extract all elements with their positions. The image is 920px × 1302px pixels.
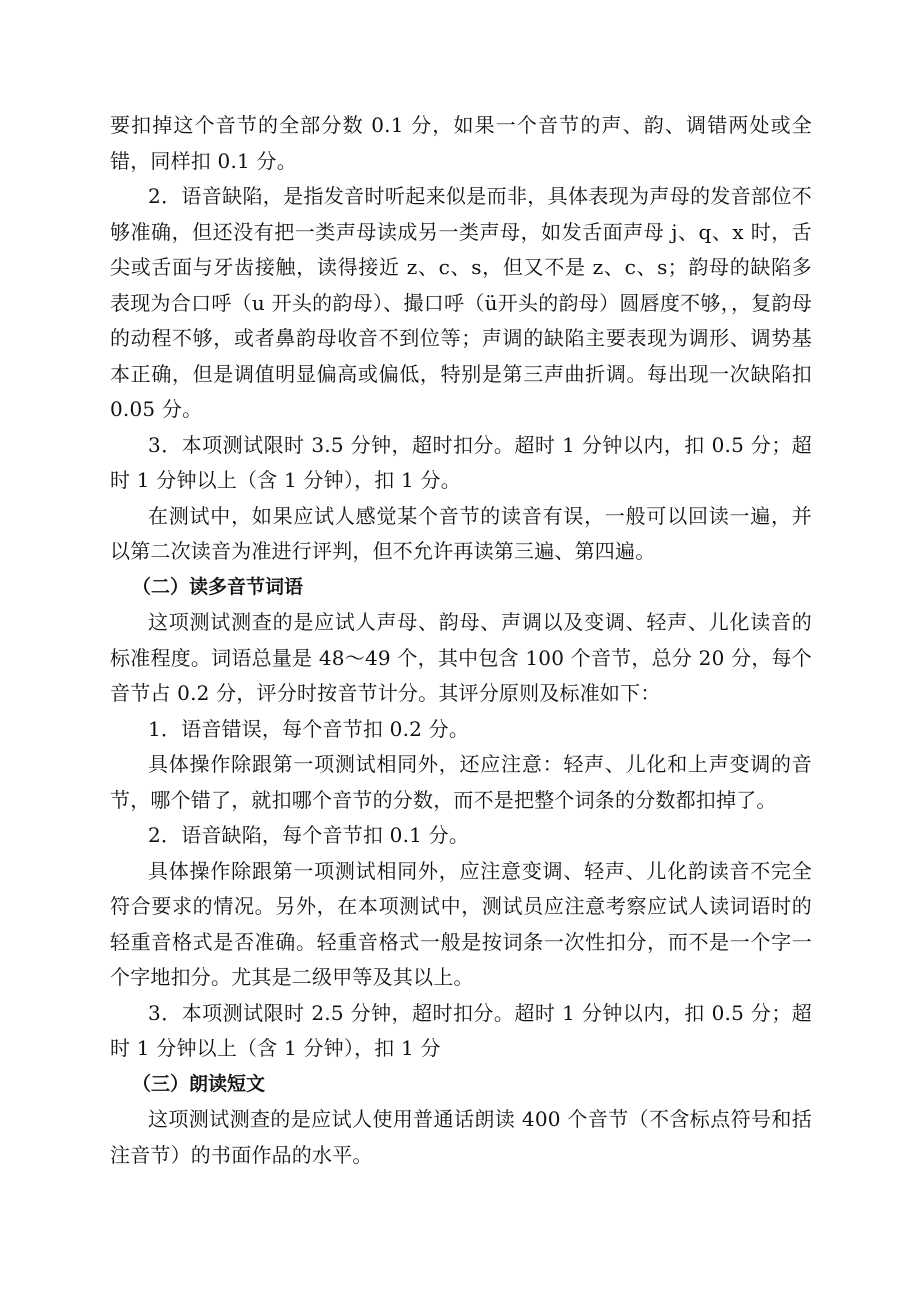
section-heading-reading: （三）朗读短文: [132, 1072, 266, 1095]
paragraph-defect-details: 具体操作除跟第一项测试相同外，应注意变调、轻声、儿化韵读音不完全符合要求的情况。另外，在本项测试中，测试员应注意考察应试人读词语时的轻重音格式是否准确。轻重音格式一般是按词条一次性扣分，而不是一个字一个字地扣分。尤其是二级甲等及其以上。: [110, 858, 812, 989]
paragraph-reading-intro: 这项测试测查的是应试人使用普通话朗读 400 个音节（不含标点符号和括注音节）的书面作品的水平。: [110, 1107, 812, 1167]
paragraph-defect-rule: 2．语音缺陷，每个音节扣 0.1 分。: [148, 823, 470, 847]
paragraph-reread-rule: 在测试中，如果应试人感觉某个音节的读音有误，一般可以回读一遍，并以第二次读音为准进行评判，但不允许再读第三遍、第四遍。: [110, 503, 812, 563]
paragraph-error-rule: 1．语音错误，每个音节扣 0.2 分。: [148, 716, 470, 741]
section-heading-multisyllable: （二）读多音节词语: [132, 575, 304, 598]
paragraph-pronunciation-defect: 2．语音缺陷，是指发音时听起来似是而非，具体表现为声母的发音部位不够准确，但还没有把一类声母读成另一类声母，如发舌面声母 j、q、x 时，舌尖或舌面与牙齿接触，读得接近 z、c、s，但又不是 z、c、s；韵母的缺陷多表现为合口呼（u 开头的韵母）、撮口呼（ü开头的韵母）圆唇度不够，，复韵母的动程不够，或者鼻韵母收音不到位等；声调的缺陷主要表现为调形、调势基本正确，但是调值明显偏高或偏低，特别是第三声曲折调。每出现一次缺陷扣 0.05 分。: [110, 184, 812, 421]
paragraph-error-details: 具体操作除跟第一项测试相同外，还应注意：轻声、儿化和上声变调的音节，哪个错了，就扣哪个音节的分数，而不是把整个词条的分数都扣掉了。: [110, 752, 812, 812]
paragraph-scoring-deduction: 要扣掉这个音节的全部分数 0.1 分，如果一个音节的声、韵、调错两处或全错，同样扣 0.1 分。: [110, 113, 812, 173]
paragraph-time-limit-1: 3．本项测试限时 3.5 分钟，超时扣分。超时 1 分钟以内，扣 0.5 分；超时 1 分钟以上（含 1 分钟），扣 1 分。: [110, 432, 812, 492]
paragraph-time-limit-2: 3．本项测试限时 2.5 分钟，超时扣分。超时 1 分钟以内，扣 0.5 分；超时 1 分钟以上（含 1 分钟），扣 1 分: [110, 1000, 812, 1060]
paragraph-multisyllable-intro: 这项测试测查的是应试人声母、韵母、声调以及变调、轻声、儿化读音的标准程度。词语总量是 48～49 个，其中包含 100 个音节，总分 20 分，每个音节占 0.2 分，评分时按音节计分。其评分原则及标准如下：: [110, 610, 812, 705]
document-page: [110, 108, 812, 1173]
